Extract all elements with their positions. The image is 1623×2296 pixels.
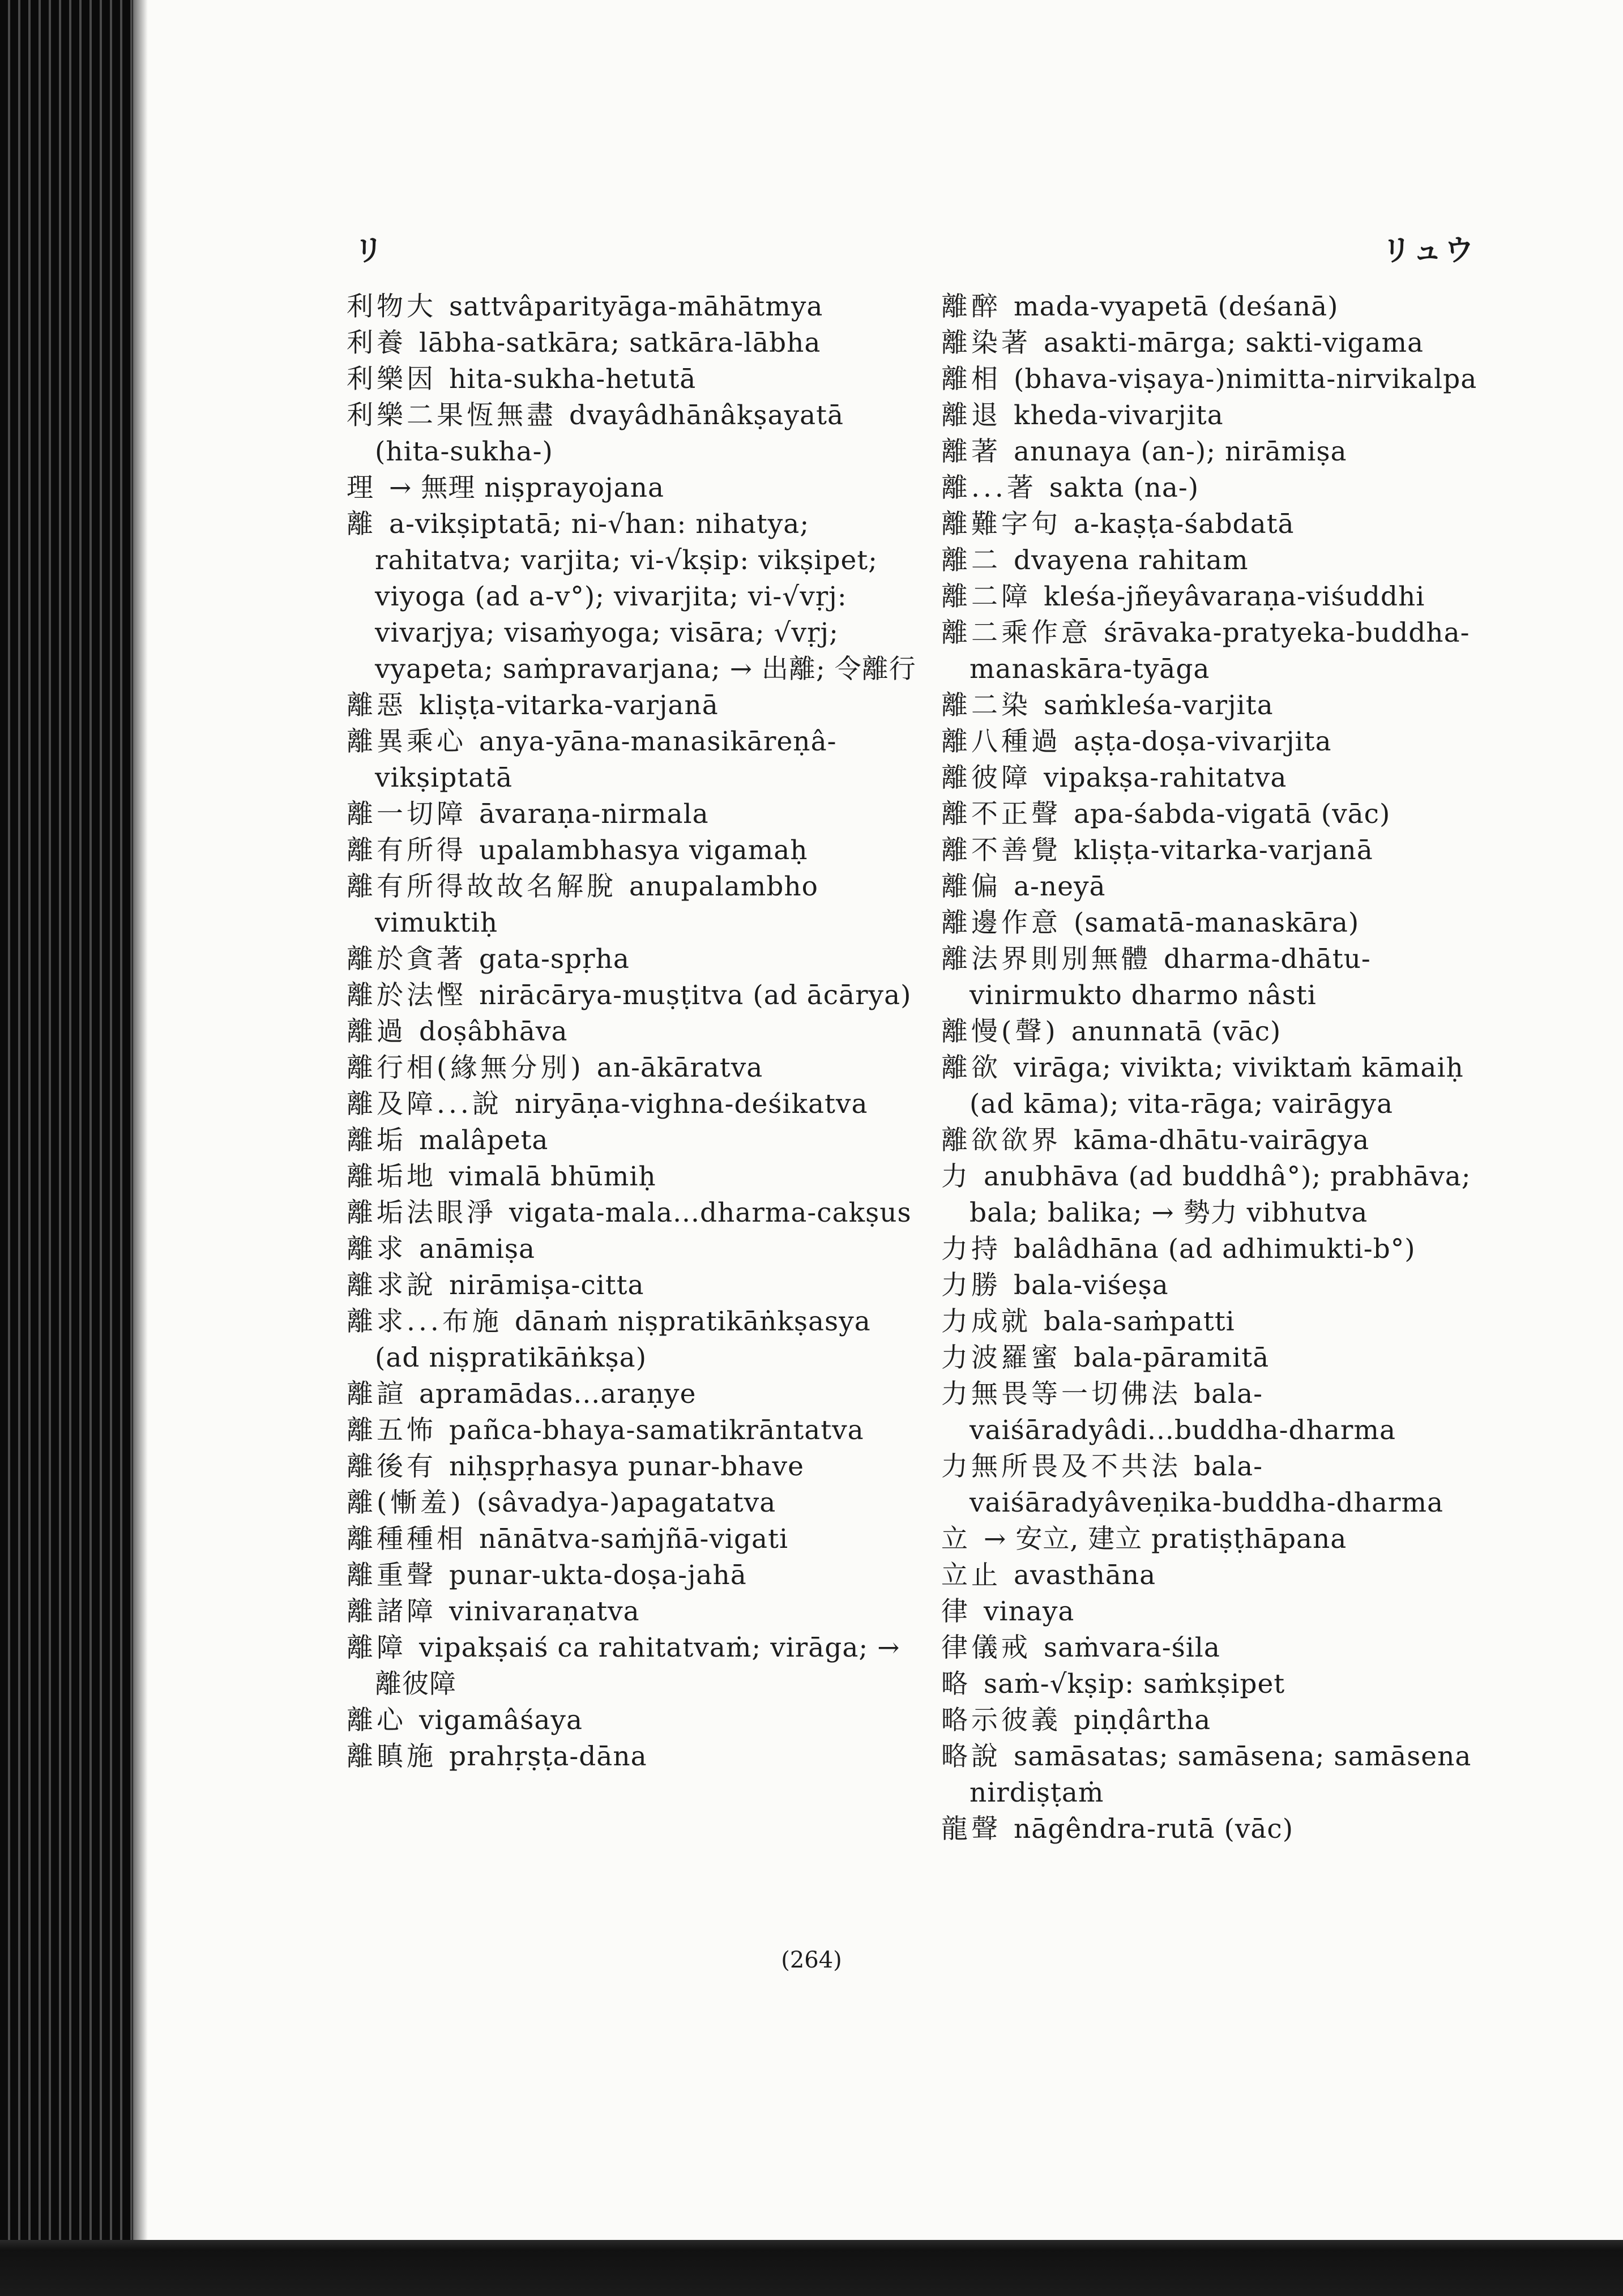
- dictionary-entry: [347, 1630, 919, 1702]
- dictionary-entry: [347, 688, 919, 724]
- dictionary-entry: [941, 1557, 1513, 1594]
- entry-gloss: anubhāva (ad buddhâ°); prabhāva; bala; balika; → 勢力 vibhutva: [969, 1161, 1471, 1228]
- entry-gloss: a-neyā: [1014, 871, 1106, 902]
- entry-gloss: an-ākāratva: [596, 1052, 763, 1083]
- dictionary-entry: [347, 1268, 919, 1304]
- entry-gloss: sakta (na-): [1049, 472, 1199, 503]
- dictionary-entry: [941, 796, 1513, 833]
- page-number: (264): [781, 1947, 842, 1973]
- entry-gloss: dvayena rahitam: [1014, 545, 1249, 576]
- entry-gloss: gata-spṛha: [479, 944, 630, 975]
- dictionary-entry: [347, 941, 919, 978]
- dictionary-entry: [941, 1014, 1513, 1050]
- entry-term: 離二障: [941, 581, 1031, 612]
- dictionary-entry: [347, 289, 919, 325]
- dictionary-entry: [941, 506, 1513, 543]
- entry-term: 龍聲: [941, 1813, 1001, 1845]
- entry-gloss: hita-sukha-hetutā: [449, 364, 697, 395]
- entry-term: 離及障...說: [347, 1089, 502, 1120]
- entry-gloss: anāmiṣa: [419, 1234, 536, 1265]
- dictionary-entry: [347, 1557, 919, 1594]
- entry-gloss: vigamâśaya: [419, 1705, 583, 1736]
- running-header-right: リュウ: [1382, 233, 1476, 268]
- dictionary-entry: [941, 1268, 1513, 1304]
- entry-term: 離(慚羞): [347, 1487, 464, 1518]
- dictionary-entry: [347, 869, 919, 941]
- entry-gloss: nirācārya-muṣṭitva (ad ācārya): [479, 980, 912, 1011]
- entry-gloss: kliṣṭa-vitarka-varjanā: [419, 690, 719, 721]
- dictionary-entry: [941, 905, 1513, 941]
- dictionary-entry: [347, 1521, 919, 1557]
- dictionary-entry: [941, 289, 1513, 325]
- entry-term: 離惡: [347, 690, 407, 721]
- dictionary-entry: [347, 978, 919, 1014]
- entry-gloss: pañca-bhaya-samatikrāntatva: [449, 1415, 864, 1446]
- entry-gloss: (sâvadya-)apagatatva: [476, 1487, 776, 1518]
- dictionary-entry: [347, 1195, 919, 1231]
- entry-term: 利樂因: [347, 364, 437, 395]
- entry-gloss: nānātva-saṁjñā-vigati: [479, 1523, 788, 1555]
- entry-term: 利物大: [347, 291, 437, 322]
- entry-gloss: upalambhasya vigamaḥ: [479, 835, 808, 866]
- entry-term: 離著: [941, 436, 1001, 467]
- dictionary-entry: [347, 325, 919, 361]
- running-header-left: リ: [354, 233, 386, 268]
- dictionary-entry: [941, 615, 1513, 688]
- entry-gloss: a-vikṣiptatā; ni-√han: nihatya; rahitatva; varjita; vi-√kṣip: vikṣipet; viyoga (ad a-v°); vivarjita; vi-√vṛj: vivarjya; visaṁyoga; visāra; √vṛj; vyapeta; saṁpravarjana; → 出離; 令離行: [375, 509, 916, 685]
- entry-term: 離於法慳: [347, 980, 467, 1011]
- dictionary-entry: [941, 1340, 1513, 1376]
- entry-gloss: dānaṁ niṣpratikāṅkṣasya (ad niṣpratikāṅkṣa): [375, 1306, 871, 1373]
- entry-gloss: dharma-dhātu-vinirmukto dharmo nâsti: [969, 944, 1371, 1011]
- dictionary-entry: [941, 1702, 1513, 1739]
- entry-term: 離八種過: [941, 726, 1061, 757]
- dictionary-entry: [941, 833, 1513, 869]
- entry-gloss: bala-saṁpatti: [1044, 1306, 1235, 1337]
- entry-gloss: vigata-mala...dharma-cakṣus: [509, 1197, 912, 1228]
- entry-term: 利養: [347, 327, 407, 359]
- entry-term: 離一切障: [347, 799, 467, 830]
- entry-gloss: niḥspṛhasya punar-bhave: [449, 1451, 804, 1482]
- dictionary-entry: [941, 1521, 1513, 1557]
- dictionary-entry: [347, 1159, 919, 1195]
- dictionary-entry: [347, 1086, 919, 1123]
- entry-term: 離後有: [347, 1451, 437, 1482]
- entry-gloss: bala-viśeṣa: [1014, 1270, 1169, 1301]
- entry-gloss: apa-śabda-vigatā (vāc): [1074, 799, 1391, 830]
- dictionary-entry: [347, 1702, 919, 1739]
- entry-term: 離難字句: [941, 509, 1061, 540]
- entry-term: 離求說: [347, 1270, 437, 1301]
- entry-term: 離垢地: [347, 1161, 437, 1192]
- scan-bottom-edge: [0, 2240, 1623, 2296]
- entry-term: 立: [941, 1523, 971, 1555]
- entry-term: 力成就: [941, 1306, 1031, 1337]
- dictionary-entry: [941, 1739, 1513, 1811]
- entry-term: 離二乘作意: [941, 617, 1091, 648]
- entry-term: 離五怖: [347, 1415, 437, 1446]
- dictionary-entry: [941, 434, 1513, 470]
- entry-term: 離偏: [941, 871, 1001, 902]
- dictionary-entry: [941, 724, 1513, 760]
- dictionary-entry: [941, 1159, 1513, 1231]
- entry-gloss: balâdhāna (ad adhimukti-b°): [1014, 1234, 1416, 1265]
- entry-term: 離二染: [941, 690, 1031, 721]
- entry-term: 力持: [941, 1234, 1001, 1265]
- entry-gloss: avasthāna: [1014, 1560, 1156, 1591]
- entry-gloss: dvayâdhānâkṣayatā (hita-sukha-): [375, 400, 844, 467]
- entry-gloss: kleśa-jñeyâvaraṇa-viśuddhi: [1044, 581, 1425, 612]
- dictionary-entry: [941, 361, 1513, 398]
- entry-gloss: anunnatā (vāc): [1071, 1016, 1282, 1047]
- entry-term: 離: [347, 509, 377, 540]
- entry-gloss: a-kaṣṭa-śabdatā: [1074, 509, 1295, 540]
- entry-gloss: asakti-mārga; sakti-vigama: [1044, 327, 1424, 359]
- entry-gloss: piṇḍârtha: [1074, 1705, 1211, 1736]
- dictionary-column-left: [347, 289, 919, 1775]
- entry-term: 離行相(緣無分別): [347, 1052, 584, 1083]
- entry-term: 離垢法眼淨: [347, 1197, 497, 1228]
- dictionary-entry: [347, 1594, 919, 1630]
- entry-gloss: vinaya: [984, 1596, 1075, 1627]
- dictionary-entry: [347, 796, 919, 833]
- entry-term: 離心: [347, 1705, 407, 1736]
- dictionary-entry: [347, 833, 919, 869]
- entry-gloss: nāgêndra-rutā (vāc): [1014, 1813, 1294, 1845]
- entry-gloss: prahṛṣṭa-dāna: [449, 1741, 647, 1772]
- dictionary-entry: [347, 1739, 919, 1775]
- entry-gloss: kāma-dhātu-vairāgya: [1074, 1125, 1370, 1156]
- entry-term: 離法界則別無體: [941, 944, 1151, 975]
- dictionary-entry: [941, 325, 1513, 361]
- entry-term: 離欲欲界: [941, 1125, 1061, 1156]
- entry-gloss: kliṣṭa-vitarka-varjanā: [1074, 835, 1373, 866]
- dictionary-entry: [941, 1594, 1513, 1630]
- entry-gloss: nirāmiṣa-citta: [449, 1270, 644, 1301]
- entry-gloss: bala-pāramitā: [1074, 1342, 1270, 1373]
- dictionary-entry: [347, 1376, 919, 1412]
- dictionary-entry: [941, 1811, 1513, 1847]
- entry-gloss: śrāvaka-pratyeka-buddha-manaskāra-tyāga: [969, 617, 1470, 685]
- entry-gloss: aṣṭa-doṣa-vivarjita: [1074, 726, 1332, 757]
- entry-gloss: saṁ-√kṣip: saṁkṣipet: [984, 1668, 1285, 1700]
- entry-gloss: bala-vaiśāradyâveṇika-buddha-dharma: [969, 1451, 1444, 1518]
- entry-term: 律儀戒: [941, 1632, 1031, 1663]
- entry-gloss: anupalambho vimuktiḥ: [375, 871, 818, 938]
- dictionary-entry: [941, 688, 1513, 724]
- entry-term: 力勝: [941, 1270, 1001, 1301]
- dictionary-entry: [347, 506, 919, 688]
- entry-term: 離慢(聲): [941, 1016, 1059, 1047]
- entry-gloss: vinivaraṇatva: [449, 1596, 640, 1627]
- entry-term: 離有所得: [347, 835, 467, 866]
- entry-term: 立止: [941, 1560, 1001, 1591]
- dictionary-entry: [347, 398, 919, 470]
- entry-term: 離過: [347, 1016, 407, 1047]
- entry-term: 離欲: [941, 1052, 1001, 1083]
- dictionary-entry: [347, 1231, 919, 1268]
- entry-term: 離諠: [347, 1379, 407, 1410]
- entry-term: 離有所得故故名解脫: [347, 871, 617, 902]
- entry-term: 離於貪著: [347, 944, 467, 975]
- entry-term: 力: [941, 1161, 971, 1192]
- entry-gloss: bala-vaiśāradyâdi...buddha-dharma: [969, 1379, 1396, 1446]
- dictionary-entry: [347, 1304, 919, 1376]
- dictionary-entry: [347, 1449, 919, 1485]
- dictionary-entry: [941, 1449, 1513, 1521]
- entry-gloss: anya-yāna-manasikāreṇâ-vikṣiptatā: [375, 726, 837, 793]
- dictionary-entry: [941, 1050, 1513, 1123]
- dictionary-column-right: [941, 289, 1513, 1847]
- entry-gloss: saṁkleśa-varjita: [1044, 690, 1274, 721]
- dictionary-entry: [941, 941, 1513, 1014]
- dictionary-entry: [347, 361, 919, 398]
- dictionary-entry: [941, 470, 1513, 506]
- dictionary-entry: [941, 760, 1513, 796]
- dictionary-entry: [941, 579, 1513, 615]
- entry-term: 離邊作意: [941, 907, 1061, 938]
- dictionary-entry: [941, 1123, 1513, 1159]
- entry-term: 離...著: [941, 472, 1037, 503]
- dictionary-entry: [941, 1231, 1513, 1268]
- entry-gloss: kheda-vivarjita: [1014, 400, 1224, 431]
- entry-gloss: anunaya (an-); nirāmiṣa: [1014, 436, 1347, 467]
- entry-gloss: → 無理 niṣprayojana: [389, 472, 664, 503]
- entry-gloss: āvaraṇa-nirmala: [479, 799, 709, 830]
- entry-gloss: mada-vyapetā (deśanā): [1014, 291, 1339, 322]
- entry-term: 離重聲: [347, 1560, 437, 1591]
- dictionary-entry: [347, 1123, 919, 1159]
- entry-gloss: (samatā-manaskāra): [1074, 907, 1360, 938]
- entry-term: 離不正聲: [941, 799, 1061, 830]
- dictionary-entry: [941, 869, 1513, 905]
- dictionary-entry: [941, 1304, 1513, 1340]
- entry-term: 力波羅蜜: [941, 1342, 1061, 1373]
- entry-gloss: malâpeta: [419, 1125, 549, 1156]
- dictionary-entry: [941, 1630, 1513, 1666]
- entry-gloss: doṣâbhāva: [419, 1016, 568, 1047]
- entry-gloss: vipakṣaiś ca rahitatvaṁ; virāga; → 離彼障: [375, 1632, 900, 1700]
- entry-gloss: punar-ukta-doṣa-jahā: [449, 1560, 747, 1591]
- dictionary-entry: [347, 1412, 919, 1449]
- entry-term: 離彼障: [941, 762, 1031, 793]
- entry-gloss: lābha-satkāra; satkāra-lābha: [419, 327, 821, 359]
- dictionary-entry: [941, 398, 1513, 434]
- entry-term: 離異乘心: [347, 726, 467, 757]
- entry-term: 利樂二果恆無盡: [347, 400, 557, 431]
- entry-gloss: virāga; vivikta; viviktaṁ kāmaiḥ (ad kāma); vita-rāga; vairāgya: [969, 1052, 1464, 1120]
- entry-term: 離醉: [941, 291, 1001, 322]
- entry-gloss: apramādas...araṇye: [419, 1379, 697, 1410]
- entry-term: 理: [347, 472, 377, 503]
- entry-gloss: saṁvara-śila: [1044, 1632, 1220, 1663]
- dictionary-entry: [347, 1014, 919, 1050]
- dictionary-entry: [347, 470, 919, 506]
- entry-gloss: samāsatas; samāsena; samāsena nirdiṣṭaṁ: [969, 1741, 1472, 1808]
- dictionary-entry: [347, 1485, 919, 1521]
- entry-gloss: vimalā bhūmiḥ: [449, 1161, 656, 1192]
- entry-term: 離二: [941, 545, 1001, 576]
- entry-gloss: niryāṇa-vighna-deśikatva: [514, 1089, 868, 1120]
- entry-gloss: → 安立, 建立 pratiṣṭhāpana: [984, 1523, 1347, 1555]
- entry-term: 離相: [941, 364, 1001, 395]
- entry-term: 離瞋施: [347, 1741, 437, 1772]
- entry-term: 離求...布施: [347, 1306, 502, 1337]
- dictionary-entry: [941, 543, 1513, 579]
- entry-term: 離障: [347, 1632, 407, 1663]
- entry-term: 略說: [941, 1741, 1001, 1772]
- entry-term: 略示彼義: [941, 1705, 1061, 1736]
- entry-gloss: vipakṣa-rahitatva: [1044, 762, 1287, 793]
- dictionary-entry: [941, 1666, 1513, 1702]
- entry-term: 離諸障: [347, 1596, 437, 1627]
- entry-term: 離染著: [941, 327, 1031, 359]
- entry-term: 力無所畏及不共法: [941, 1451, 1181, 1482]
- entry-term: 離垢: [347, 1125, 407, 1156]
- entry-term: 力無畏等一切佛法: [941, 1379, 1181, 1410]
- entry-term: 離種種相: [347, 1523, 467, 1555]
- entry-term: 離求: [347, 1234, 407, 1265]
- dictionary-entry: [347, 1050, 919, 1086]
- entry-term: 律: [941, 1596, 971, 1627]
- entry-term: 離退: [941, 400, 1001, 431]
- dictionary-entry: [941, 1376, 1513, 1449]
- dictionary-entry: [347, 724, 919, 796]
- entry-term: 離不善覺: [941, 835, 1061, 866]
- entry-term: 略: [941, 1668, 971, 1700]
- entry-gloss: (bhava-viṣaya-)nimitta-nirvikalpa: [1014, 364, 1477, 395]
- entry-gloss: sattvâparityāga-māhātmya: [449, 291, 823, 322]
